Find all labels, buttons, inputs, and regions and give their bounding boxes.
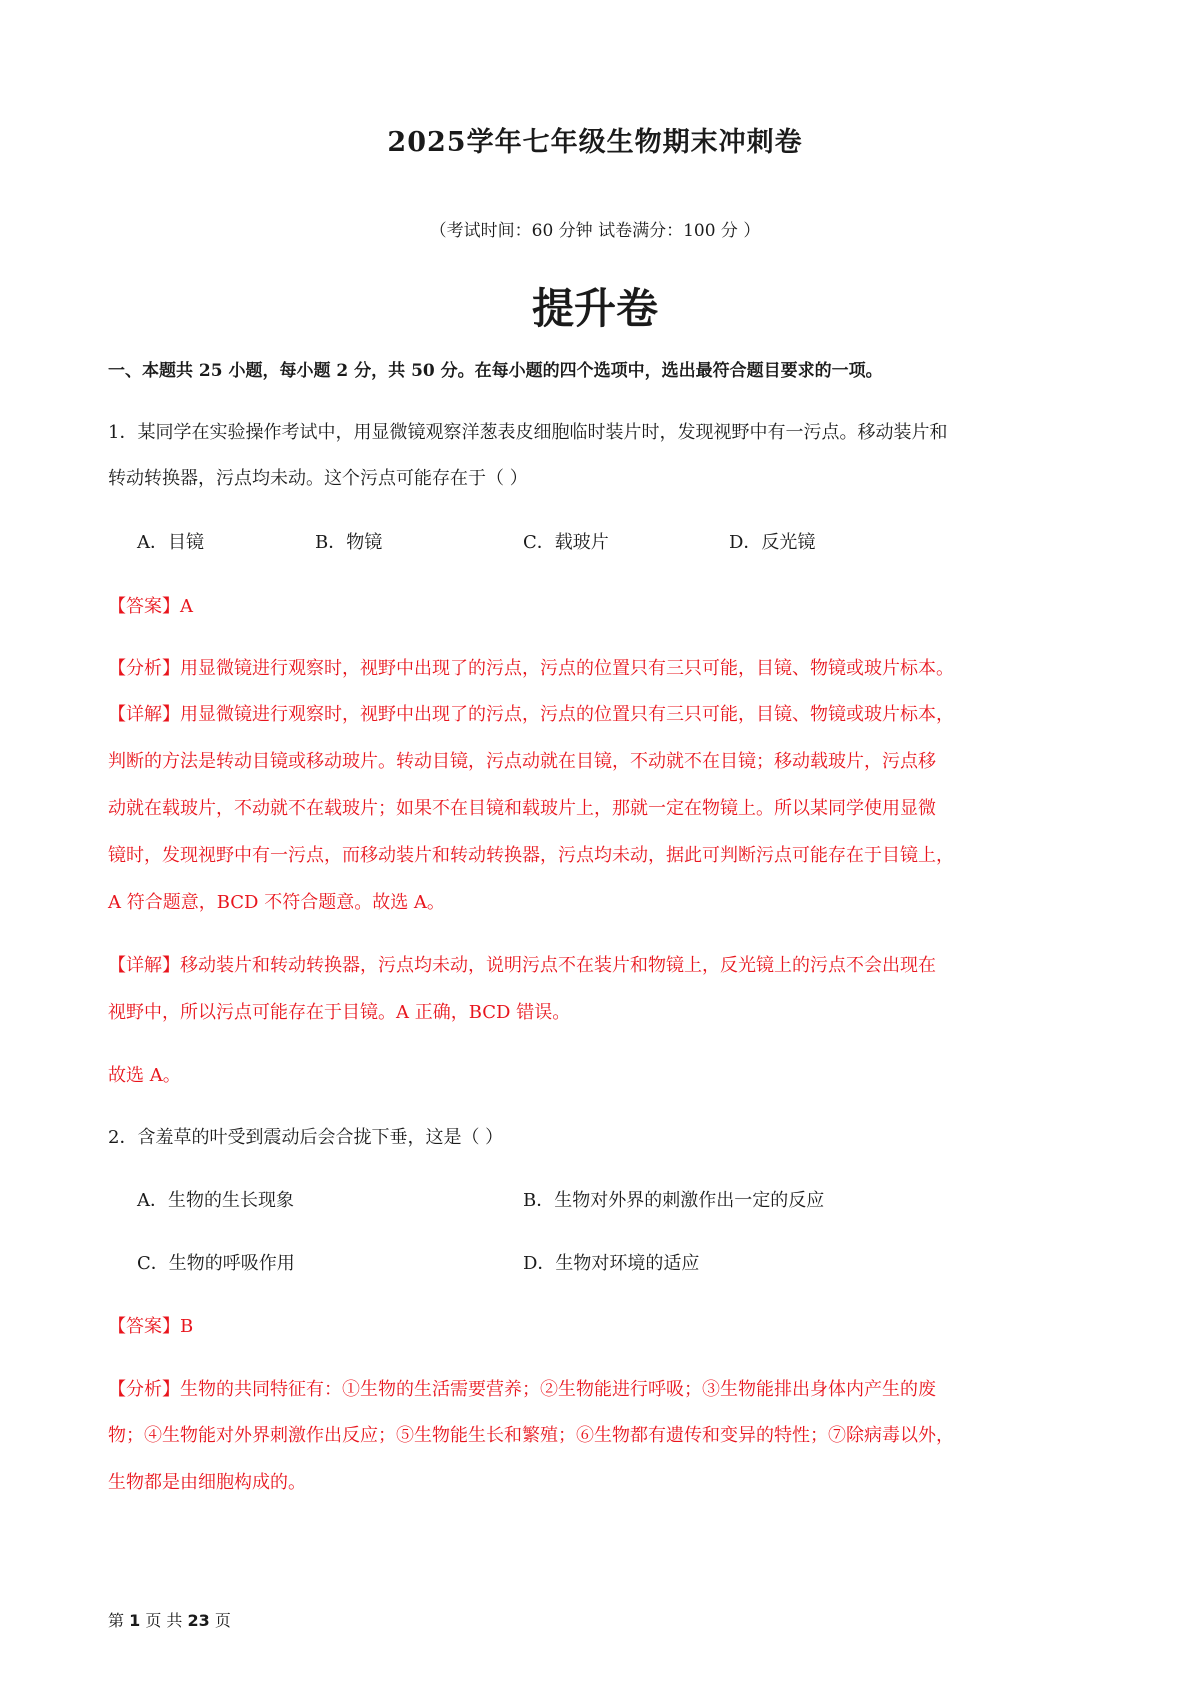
footer-page-number: 1 xyxy=(129,1611,141,1630)
q1-detail2-line1: 【详解】移动装片和转动转换器，污点均未动，说明污点不在装片和物镜上，反光镜上的污点不会出现在 xyxy=(108,955,936,976)
footer-total-pages: 23 xyxy=(187,1611,210,1630)
q1-detail-line4: 镜时，发现视野中有一污点，而移动装片和转动转换器，污点均未动，据此可判断污点可能存在于目镜上， xyxy=(108,845,954,866)
q1-conclusion: 故选 A。 xyxy=(108,1065,181,1086)
q1-detail-line5: A 符合题意，BCD 不符合题意。故选 A。 xyxy=(108,892,445,913)
q2-analysis-line2: 物；④生物能对外界刺激作出反应；⑤生物能生长和繁殖；⑥生物都有遗传和变异的特性；⑦除病毒以外， xyxy=(108,1425,954,1446)
section-heading: 一、本题共 25 小题，每小题 2 分，共 50 分。在每小题的四个选项中，选出最符合题目要求的一项。 xyxy=(108,361,883,381)
q2-analysis-line1: 【分析】生物的共同特征有：①生物的生活需要营养；②生物能进行呼吸；③生物能排出身体内产生的废 xyxy=(108,1379,936,1400)
q2-option-c: C．生物的呼吸作用 xyxy=(137,1253,295,1274)
exam-title: 2025学年七年级生物期末冲刺卷 xyxy=(387,127,803,158)
q1-detail-line2: 判断的方法是转动目镜或移动玻片。转动目镜，污点动就在目镜，不动就不在目镜；移动载玻片，污点移 xyxy=(108,751,936,772)
q1-option-b: B．物镜 xyxy=(315,532,383,553)
q1-stem-line1: 1．某同学在实验操作考试中，用显微镜观察洋葱表皮细胞临时装片时，发现视野中有一污点。移动装片和 xyxy=(108,422,948,443)
q2-stem: 2．含羞草的叶受到震动后会合拢下垂，这是（ ） xyxy=(108,1127,504,1148)
q2-option-a: A．生物的生长现象 xyxy=(137,1190,294,1211)
footer-middle: 页 共 xyxy=(140,1611,188,1630)
q1-option-a: A．目镜 xyxy=(137,532,204,553)
q1-detail-line3: 动就在载玻片，不动就不在载玻片；如果不在目镜和载玻片上，那就一定在物镜上。所以某同学使用显微 xyxy=(108,798,936,819)
footer-suffix: 页 xyxy=(209,1611,231,1630)
q1-option-d: D．反光镜 xyxy=(729,532,816,553)
q1-answer: 【答案】A xyxy=(108,596,193,617)
footer-prefix: 第 xyxy=(108,1611,130,1630)
page-footer xyxy=(108,1608,231,1631)
exam-level: 提升卷 xyxy=(531,284,658,333)
q1-stem-line2: 转动转换器，污点均未动。这个污点可能存在于（ ） xyxy=(108,468,528,489)
q1-analysis: 【分析】用显微镜进行观察时，视野中出现了的污点，污点的位置只有三只可能，目镜、物镜或玻片标本。 xyxy=(108,658,954,679)
q1-option-c: C．载玻片 xyxy=(523,532,609,553)
q1-detail-line1: 【详解】用显微镜进行观察时，视野中出现了的污点，污点的位置只有三只可能，目镜、物镜或玻片标本， xyxy=(108,704,954,725)
q2-option-b: B．生物对外界的刺激作出一定的反应 xyxy=(523,1190,825,1211)
q2-analysis-line3: 生物都是由细胞构成的。 xyxy=(108,1472,306,1493)
q2-answer: 【答案】B xyxy=(108,1316,194,1337)
q2-option-d: D．生物对环境的适应 xyxy=(523,1253,700,1274)
q1-detail2-line2: 视野中，所以污点可能存在于目镜。A 正确，BCD 错误。 xyxy=(108,1002,571,1023)
exam-subtitle: （考试时间：60 分钟 试卷满分：100 分 ） xyxy=(429,221,761,241)
